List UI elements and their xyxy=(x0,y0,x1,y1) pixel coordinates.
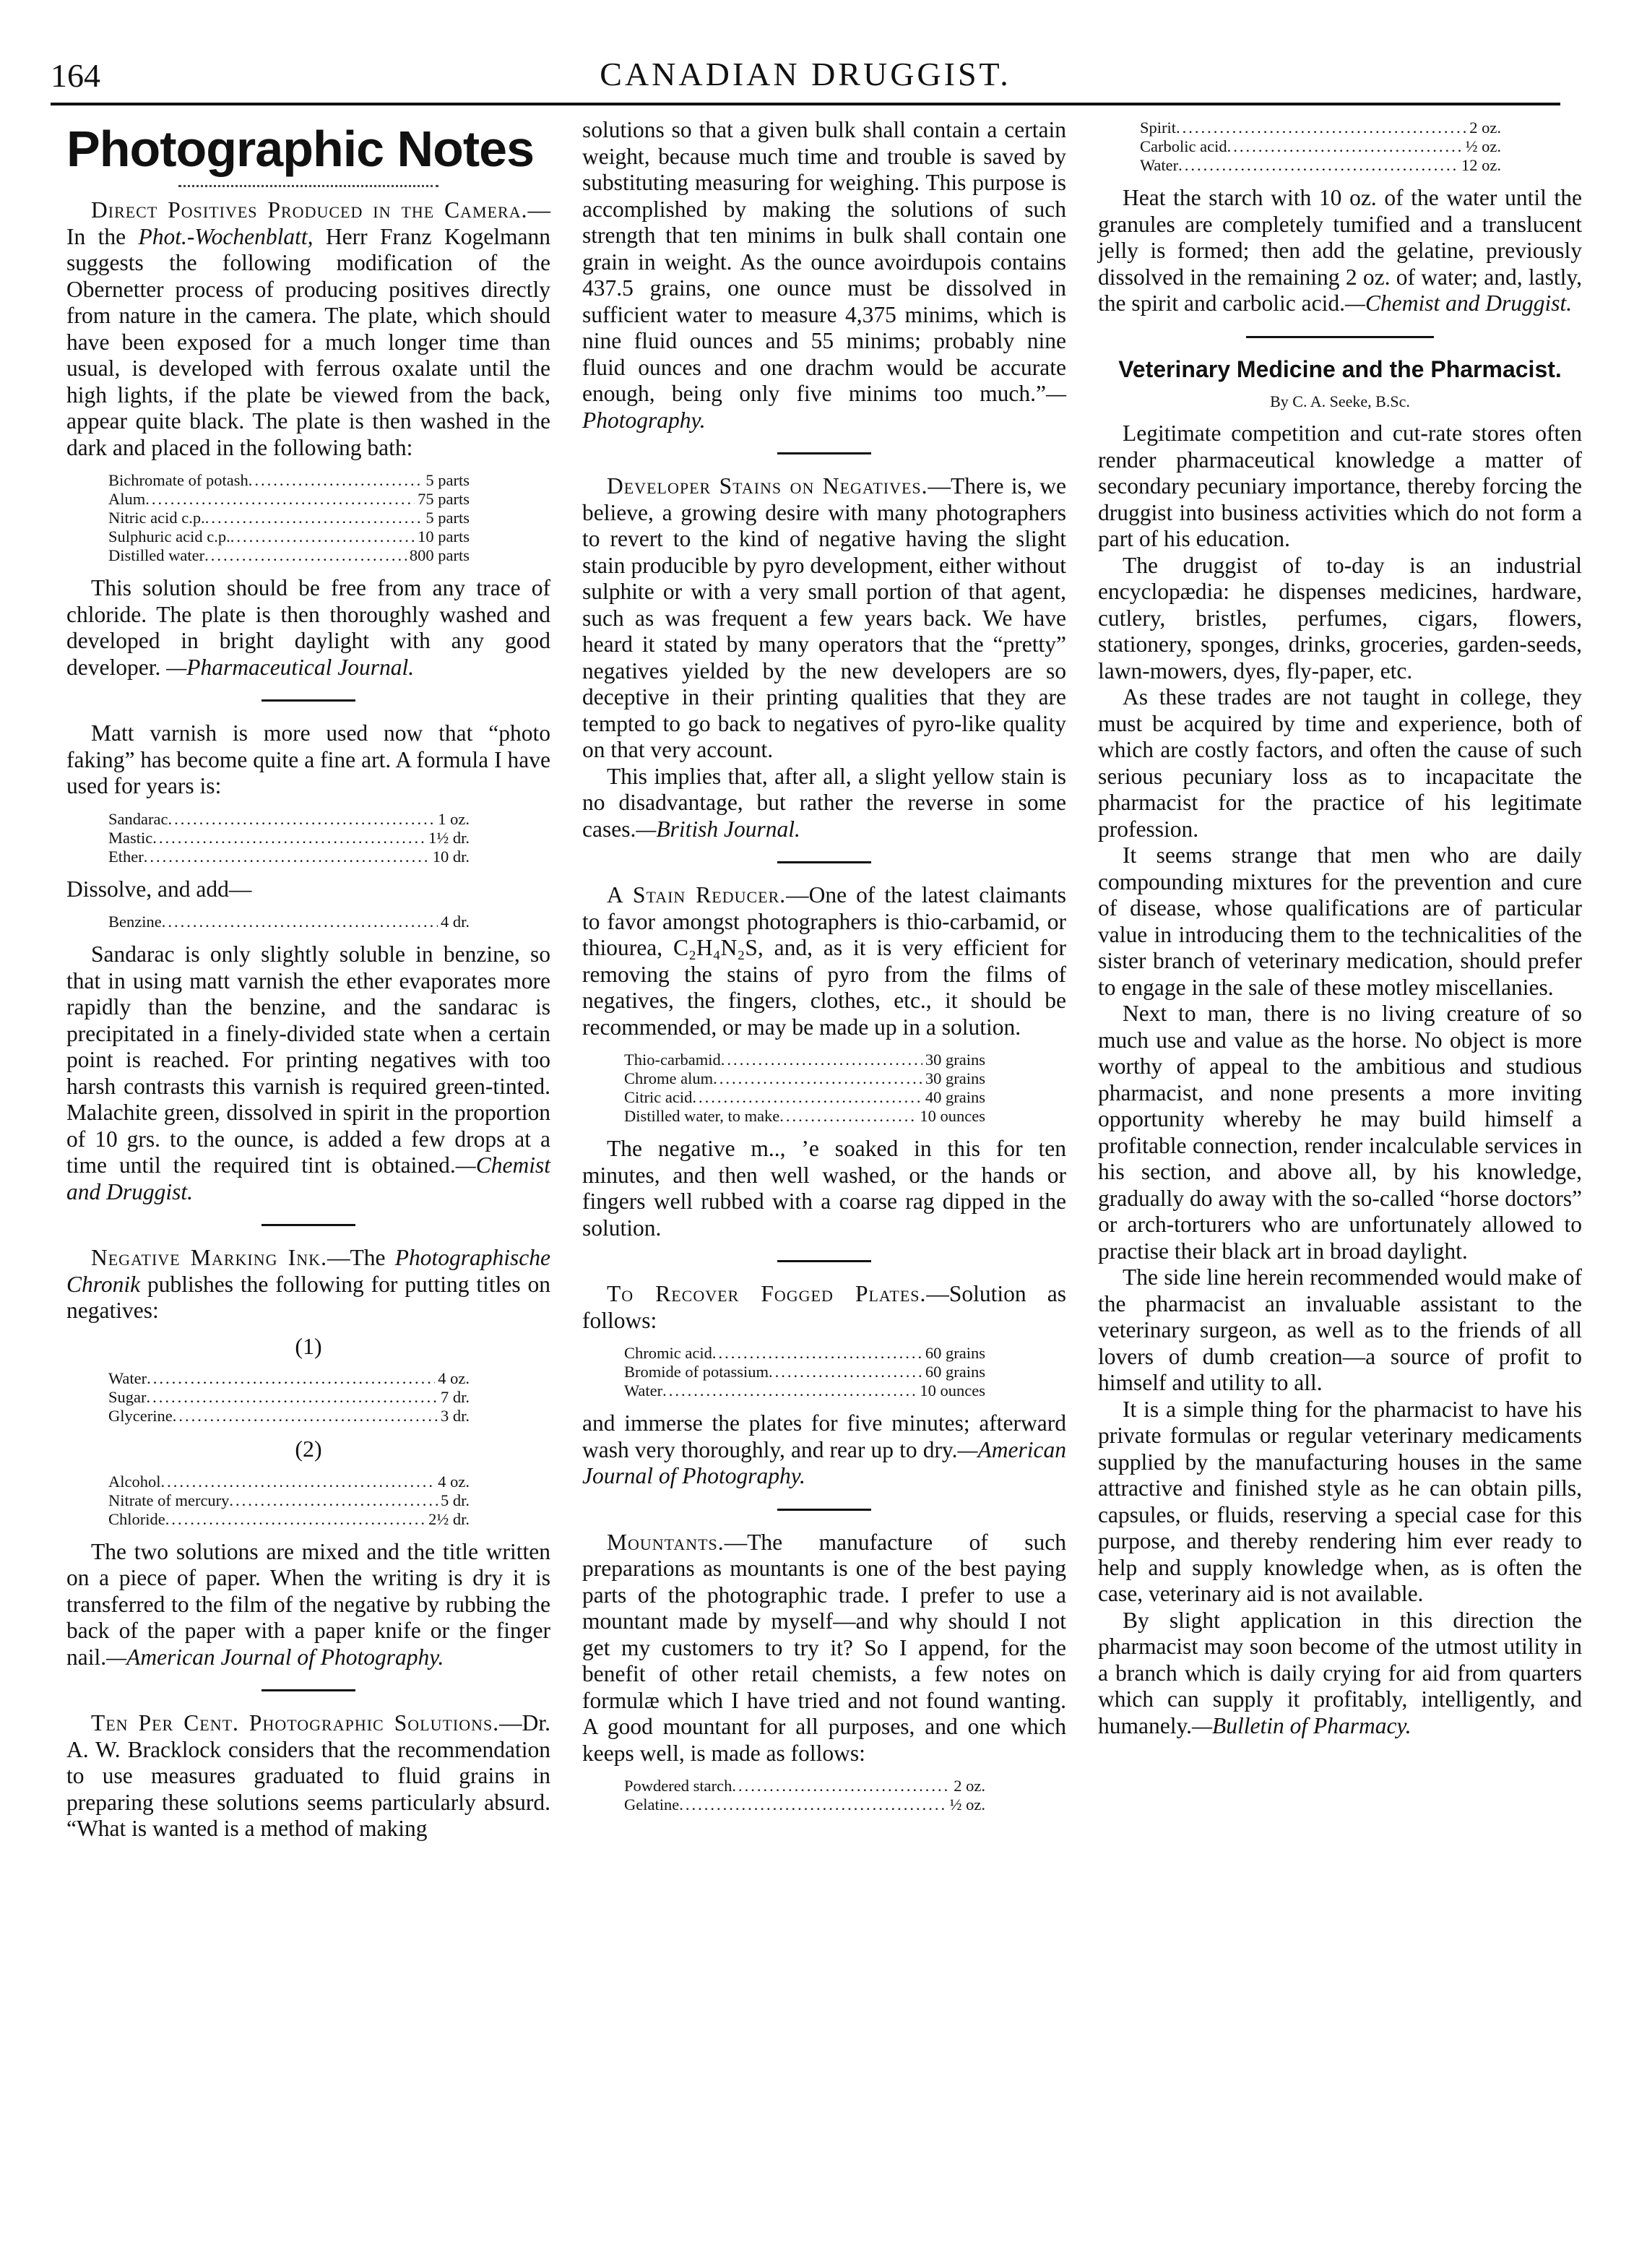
formula-row xyxy=(108,509,470,527)
leader-dots xyxy=(769,1363,922,1381)
ingredient-name: Powdered starch xyxy=(624,1777,732,1795)
leader-dots xyxy=(145,490,415,509)
ingredient-quantity: 1½ dr. xyxy=(428,828,470,847)
article-fogged-plates: To Recover Fogged Plates.—Solution as follows: xyxy=(582,1281,1066,1333)
formula-row xyxy=(624,1381,985,1400)
leader-dots xyxy=(230,527,415,546)
ingredient-quantity: 2 oz. xyxy=(954,1777,985,1795)
ingredient-name: Sugar xyxy=(108,1388,147,1406)
leader-dots xyxy=(152,829,425,848)
ingredient-quantity: 75 parts xyxy=(418,490,470,508)
paragraph: Matt varnish is more used now that “photo faking” has become quite a fine art. A formula I have used for years is: xyxy=(66,720,550,798)
leader-dots xyxy=(144,848,430,866)
formula-row xyxy=(108,1510,470,1529)
paragraph: The two solutions are mixed and the title written on a piece of paper. When the writing is dry it is transferred to the film of the negative by rubbing the back of the paper with a paper knife or the finger nail.—American Journal of Photography. xyxy=(66,1538,550,1670)
ingredient-name: Nitric acid c.p. xyxy=(108,509,205,527)
formula-row xyxy=(624,1344,985,1363)
ingredient-quantity: 4 dr. xyxy=(440,913,470,931)
paragraph: Sandarac is only slightly soluble in benzine, so that in using matt varnish the ether evaporates more rapidly than the benzine, and the sandarac is precipitated in a finely-divided state when a certain point is reached. For printing negatives with too harsh contrasts this varnish is required green-tinted. Malachite green, dissolved in spirit in the proportion of 10 grs. to the ounce, is added a few drops at a time until the required tint is obtained.—Chemist and Druggist. xyxy=(66,941,550,1204)
formula-row xyxy=(624,1069,985,1088)
credit: —American Journal of Photography. xyxy=(582,1436,1066,1488)
article-heading: Ten Per Cent. Photographic Solutions. xyxy=(91,1710,500,1736)
formula-table xyxy=(108,1473,550,1529)
separator-rule xyxy=(777,452,871,454)
leader-dots xyxy=(732,1777,951,1795)
section-title: Photographic Notes xyxy=(66,121,535,177)
ingredient-name: Carbolic acid xyxy=(1140,137,1227,155)
article-body xyxy=(1098,421,1582,1608)
ingredient-name: Distilled water, to make xyxy=(624,1107,780,1125)
credit: —Chemist and Druggist. xyxy=(1345,290,1573,316)
formula-number: (1) xyxy=(295,1332,322,1359)
paragraph: This solution should be free from any trace of chloride. The plate is then thoroughly washed and developed in bright daylight with any good developer. —Pharmaceutical Journal. xyxy=(66,575,550,680)
ingredient-quantity: 10 parts xyxy=(418,527,470,546)
leader-dots xyxy=(692,1088,922,1107)
ingredient-quantity: 5 parts xyxy=(425,509,470,527)
formula-row xyxy=(108,1491,470,1510)
ingredient-quantity: 5 dr. xyxy=(440,1491,470,1509)
separator-rule xyxy=(777,1260,871,1262)
formula-table xyxy=(108,1369,550,1426)
article-heading: Direct Positives Produced in the Camera. xyxy=(91,197,528,223)
column-left xyxy=(66,117,550,1842)
formula-table xyxy=(108,810,550,866)
paragraph: and immerse the plates for five minutes; afterward wash very thoroughly, and rear up to dry.—American Journal of Photography. xyxy=(582,1410,1066,1488)
ingredient-name: Thio-carbamid xyxy=(624,1051,721,1069)
leader-dots xyxy=(229,1491,438,1510)
formula-row xyxy=(108,1473,470,1491)
ingredient-quantity: 7 dr. xyxy=(440,1388,470,1406)
formula-row xyxy=(624,1363,985,1381)
formula-row xyxy=(108,527,470,546)
ingredient-name: Spirit xyxy=(1140,118,1177,137)
ingredient-quantity: 12 oz. xyxy=(1461,156,1501,174)
formula-table xyxy=(108,471,550,565)
leader-dots xyxy=(162,913,438,931)
leader-dots xyxy=(173,1407,438,1426)
ingredient-quantity: 5 parts xyxy=(425,471,470,489)
ingredient-name: Chrome alum xyxy=(624,1069,714,1087)
leader-dots xyxy=(1176,118,1466,137)
leader-dots xyxy=(161,1473,436,1491)
formula-table xyxy=(624,1344,1066,1400)
ingredient-name: Chloride xyxy=(108,1509,165,1528)
formula-table xyxy=(1140,118,1582,175)
formula-table xyxy=(108,913,550,931)
paragraph: It is a simple thing for the pharmacist to have his private formulas or regular veterinary medicaments supplied by the manufacturing houses in the same attractive and finished style as he can obtain pills, capsules, or fluids, reserving a special case for this purpose, and thereby rendering him ever ready to help and supply knowledge when, as is often the case, veterinary aid is not available. xyxy=(1098,1396,1582,1606)
ingredient-quantity: 800 parts xyxy=(409,546,470,564)
formula-row xyxy=(108,546,470,565)
separator-rule xyxy=(1246,336,1434,338)
ingredient-quantity: 60 grains xyxy=(925,1363,985,1381)
separator-rule xyxy=(261,1224,355,1226)
formula-row xyxy=(624,1777,985,1795)
formula-row xyxy=(624,1051,985,1069)
formula-row xyxy=(108,1407,470,1426)
ingredient-quantity: 10 dr. xyxy=(432,847,470,866)
paragraph: Dissolve, and add— xyxy=(66,876,252,902)
article-heading: Mountants. xyxy=(607,1529,725,1555)
source-name: Phot.-Wochenblatt, xyxy=(138,223,314,249)
source-name: Photographische Chronik xyxy=(66,1245,550,1297)
leader-dots xyxy=(679,1795,946,1814)
formula-row xyxy=(1140,118,1501,137)
ingredient-quantity: 1 oz. xyxy=(438,809,470,828)
page-header xyxy=(51,52,1560,100)
leader-dots xyxy=(721,1051,922,1069)
paragraph: It seems strange that men who are daily compounding mixtures for the prevention and cure of disease, whose qualifications are of particular value in introducing them to the technicalities of the sister branch of veterinary medication, should prefer to engage in the sale of these motley miscellanies. xyxy=(1098,842,1582,1000)
paragraph: Legitimate competition and cut-rate stores often render pharmaceutical knowledge a matter of secondary pecuniary importance, thereby forcing the druggist into business activities which do not form a part of his education. xyxy=(1098,421,1582,551)
formula-row xyxy=(108,1388,470,1407)
leader-dots xyxy=(204,546,407,565)
formula-row xyxy=(108,471,470,490)
ingredient-name: Nitrate of mercury xyxy=(108,1491,230,1509)
ingredient-name: Citric acid xyxy=(624,1088,693,1106)
ingredient-name: Glycerine xyxy=(108,1407,173,1425)
credit: —British Journal. xyxy=(636,816,800,842)
journal-title: CANADIAN DRUGGIST. xyxy=(600,56,1011,92)
article-ten-per-cent: Ten Per Cent. Photographic Solutions.—Dr. A. W. Bracklock considers that the recommendation to use measures graduated to fluid grains in preparing these solutions seems particularly absurd. “What is wanted is a method of making xyxy=(66,1710,550,1841)
paragraph: Next to man, there is no living creature of so much use and value as the horse. No object is more worthy of appeal to the ambitious and studious pharmacist, and none presents a more inviting opportunity whereby he may build himself a profitable connection, render incalculable services in his section, and above all, by his knowledge, gradually do away with the so-called “horse doctors” or arch-torturers who are unfortunately allowed to practise their black art in broad daylight. xyxy=(1098,1001,1582,1264)
article-heading: A Stain Reducer. xyxy=(607,882,787,907)
article-developer-stains: Developer Stains on Negatives.—There is, we believe, a growing desire with many photographers to revert to the kind of negative having the slight stain producible by pyro development, either without sulphite or with a very small portion of that agent, such as was frequent a few years back. We have heard it stated by many operators that the “pretty” negatives yielded by the new developers are so deceptive in their printing qualities that they are tempted to go back to negatives of pyro-like quality on that very account. xyxy=(582,473,1066,762)
page-number: 164 xyxy=(51,57,100,94)
ingredient-quantity: 2½ dr. xyxy=(428,1509,470,1528)
credit: —American Journal of Photography. xyxy=(106,1644,444,1670)
ingredient-name: Water xyxy=(624,1381,663,1400)
leader-dots xyxy=(147,1388,438,1407)
separator-rule xyxy=(261,699,355,702)
article-title: Veterinary Medicine and the Pharmacist. xyxy=(1118,355,1562,382)
article-stain-reducer: A Stain Reducer.—One of the latest claimants to favor amongst photographers is thio-carbamid, or thiourea, C₂H₄N₂S, and, as it is very efficient for removing the stains of pyro from the films of negatives, the fingers, clothes, etc., it should be recommended, or may be made up in a solution. xyxy=(582,882,1066,1040)
leader-dots xyxy=(248,471,423,490)
ingredient-name: Sandarac xyxy=(108,809,168,828)
dotted-rule xyxy=(178,185,438,187)
separator-rule xyxy=(777,1509,871,1511)
leader-dots xyxy=(168,810,435,829)
ingredient-quantity: 30 grains xyxy=(925,1069,985,1087)
ingredient-name: Ether xyxy=(108,847,144,866)
formula-row xyxy=(1140,156,1501,175)
credit: —Bulletin of Pharmacy. xyxy=(1192,1712,1412,1738)
article-heading: To Recover Fogged Plates. xyxy=(607,1281,927,1306)
ingredient-name: Bromide of potassium xyxy=(624,1363,769,1381)
ingredient-quantity: 4 oz. xyxy=(438,1472,470,1491)
ingredient-name: Water xyxy=(1140,156,1179,174)
credit: —Pharmaceutical Journal. xyxy=(166,654,415,680)
formula-row xyxy=(108,913,470,931)
paragraph: By slight application in this direction the pharmacist may soon become of the utmost utility in a branch which is daily crying for aid from quarters which can supply it profitably, intelligently, and humanely.—Bulletin of Pharmacy. xyxy=(1098,1607,1582,1738)
separator-rule xyxy=(261,1689,355,1691)
ingredient-name: Chromic acid xyxy=(624,1344,712,1362)
leader-dots xyxy=(713,1069,922,1088)
ingredient-name: Distilled water xyxy=(108,546,205,564)
leader-dots xyxy=(205,509,423,527)
ingredient-name: Water xyxy=(108,1369,147,1387)
formula-row xyxy=(108,848,470,866)
ingredient-quantity: 3 dr. xyxy=(440,1407,470,1425)
paragraph-continued: solutions so that a given bulk shall contain a certain weight, because much time and trouble is saved by substituting measuring for weighing. This purpose is accomplished by making the solutions of such strength that ten minims in bulk shall contain one grain in weight. As the ounce avoirdupois contains 437.5 grains, one ounce must be dissolved in sufficient water to measure 4,375 minims, which is nine fluid ounces and 55 minims; probably nine fluid ounces and one drachm would be accurate enough, being only five minims too much.”—Photography. xyxy=(582,117,1066,433)
column-right xyxy=(1098,117,1582,1739)
leader-dots xyxy=(779,1107,917,1126)
paragraph: Heat the starch with 10 oz. of the water until the granules are completely tumified and a translucent jelly is formed; then add the gelatine, previously dissolved in the remaining 2 oz. of water; and, lastly, the spirit and carbolic acid.—Chemist and Druggist. xyxy=(1098,185,1582,316)
column-middle xyxy=(582,117,1066,1824)
formula-number: (2) xyxy=(295,1436,322,1462)
ingredient-quantity: ½ oz. xyxy=(1465,137,1501,155)
ingredient-quantity: 10 ounces xyxy=(920,1107,985,1125)
leader-dots xyxy=(712,1344,922,1363)
paragraph: The negative m.., ’e soaked in this for ten minutes, and then well washed, or the hands or fingers well rubbed with a coarse rag dipped in the solution. xyxy=(582,1136,1066,1241)
ingredient-quantity: 4 oz. xyxy=(438,1369,470,1387)
ingredient-name: Alum xyxy=(108,490,146,508)
article-negative-marking-ink: Negative Marking Ink.—The Photographische Chronik publishes the following for putting titles on negatives: xyxy=(66,1245,550,1323)
article-heading: Developer Stains on Negatives. xyxy=(607,473,928,499)
ingredient-quantity: 60 grains xyxy=(925,1344,985,1362)
leader-dots xyxy=(147,1369,435,1388)
ingredient-name: Mastic xyxy=(108,828,153,847)
separator-rule xyxy=(777,861,871,863)
leader-dots xyxy=(1227,137,1463,156)
header-rule xyxy=(51,103,1560,105)
ingredient-name: Sulphuric acid c.p. xyxy=(108,527,230,546)
ingredient-quantity: 10 ounces xyxy=(920,1381,985,1400)
paragraph: This implies that, after all, a slight yellow stain is no disadvantage, but rather the reverse in some cases.—British Journal. xyxy=(582,763,1066,842)
leader-dots xyxy=(662,1381,917,1400)
paragraph: The side line herein recommended would make of the pharmacist an invaluable assistant to the veterinary surgeon, as well as to the friends of all lovers of dumb creation—a source of profit to himself and utility to all. xyxy=(1098,1264,1582,1395)
article-mountants: Mountants.—The manufacture of such preparations as mountants is one of the best paying parts of the photographic trade. I prefer to use a mountant made by myself—and why should I not get my customers to try it? So I append, for the benefit of other retail chemists, a few notes on formulæ which I have tried and not found wanting. A good mountant for all purposes, and one which keeps well, is made as follows: xyxy=(582,1529,1066,1766)
formula-row xyxy=(108,810,470,829)
ingredient-name: Bichromate of potash xyxy=(108,471,248,489)
credit: —Chemist and Druggist. xyxy=(66,1152,550,1204)
leader-dots xyxy=(165,1510,425,1529)
ingredient-name: Alcohol xyxy=(108,1472,161,1491)
article-heading: Negative Marking Ink. xyxy=(91,1245,327,1270)
formula-row xyxy=(624,1107,985,1126)
paragraph: The druggist of to-day is an industrial encyclopædia: he dispenses medicines, hardware, cutlery, bristles, perfumes, cigars, flowers, stationery, sponges, drinks, groceries, garden-seeds, lawn-mowers, dyes, fly-paper, etc. xyxy=(1098,552,1582,684)
ingredient-quantity: ½ oz. xyxy=(949,1795,985,1814)
paragraph: As these trades are not taught in college, they must be acquired by time and experience, both of which are costly factors, and often the cause of such serious pecuniary loss as to incapacitate the pharmacist for the practice of his legitimate profession. xyxy=(1098,684,1582,842)
formula-row xyxy=(1140,137,1501,156)
formula-table xyxy=(624,1051,1066,1126)
ingredient-name: Benzine xyxy=(108,913,162,931)
formula-row xyxy=(108,1369,470,1388)
credit: —Photography. xyxy=(582,381,1066,433)
leader-dots xyxy=(1178,156,1458,175)
formula-row xyxy=(624,1088,985,1107)
article-direct-positives: Direct Positives Produced in the Camera.—In the Phot.-Wochenblatt, Herr Franz Kogelmann suggests the following modification of the Obernetter process of producing positives directly from nature in the camera. The plate, which should have been exposed for a much longer time than usual, is developed with ferrous oxalate until the high lights, if the plate be viewed from the back, appear quite black. The plate is then washed in the dark and placed in the following bath: xyxy=(66,197,550,460)
ingredient-name: Gelatine xyxy=(624,1795,680,1814)
ingredient-quantity: 40 grains xyxy=(925,1088,985,1106)
ingredient-quantity: 2 oz. xyxy=(1469,118,1501,137)
ingredient-quantity: 30 grains xyxy=(925,1051,985,1069)
formula-row xyxy=(108,490,470,509)
formula-row xyxy=(624,1795,985,1814)
formula-table xyxy=(624,1777,1066,1814)
formula-row xyxy=(108,829,470,848)
byline: By C. A. Seeke, B.Sc. xyxy=(1270,392,1410,410)
